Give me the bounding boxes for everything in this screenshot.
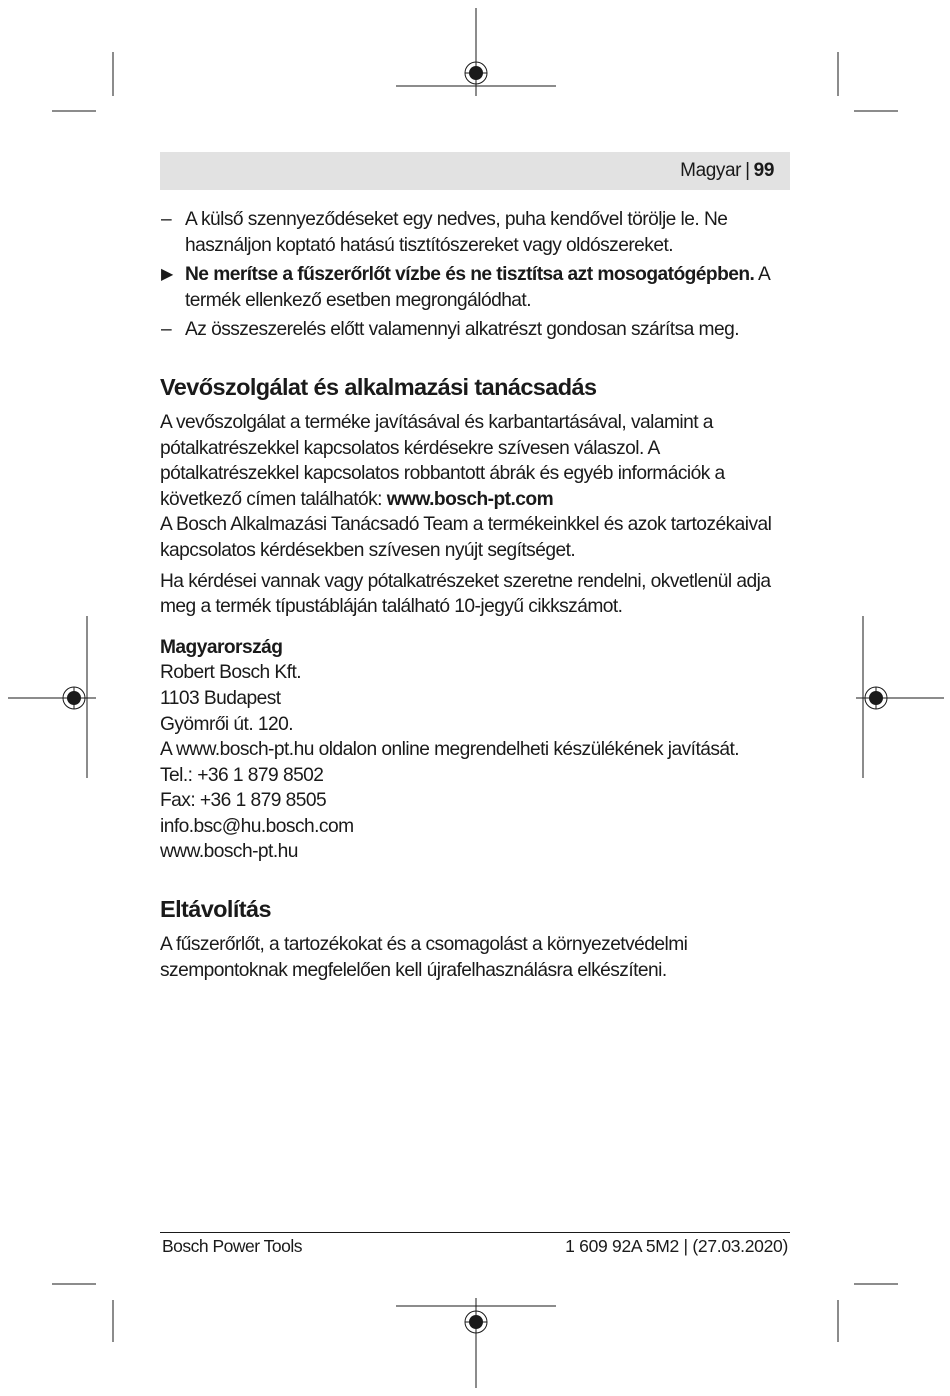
service-link[interactable]: www.bosch-pt.com: [386, 488, 554, 510]
address-online-repair: A www.bosch-pt.hu oldalon online megrendelheti készülékének javítását.: [160, 739, 740, 761]
disposal-paragraph: A fűszerőrlőt, a tartozékokat és a csomagolást a környezetvédelmi szempontoknak megfelelően kell újrafelhasználásra elkészíteni.: [160, 934, 688, 981]
footer-divider: [160, 1232, 790, 1233]
page-content: [160, 207, 792, 983]
address-website[interactable]: www.bosch-pt.hu: [160, 841, 298, 863]
list-item: [160, 317, 792, 343]
warning-bold-text: Ne merítse a fűszerőrlőt vízbe és ne tisztítsa azt mosogatógépben.: [185, 264, 755, 286]
ordering-paragraph: Ha kérdései vannak vagy pótalkatrészeket szeretne rendelni, okvetlenül adja meg a termék típustábláján található 10-jegyű cikkszámot.: [160, 570, 771, 618]
list-item-text: Az összeszerelés előtt valamennyi alkatrészt gondosan szárítsa meg.: [185, 319, 739, 341]
address-company: Robert Bosch Kft.: [160, 662, 302, 684]
header-language: Magyar: [680, 160, 742, 181]
service-heading: Vevőszolgálat és alkalmazási tanácsadás: [160, 373, 597, 400]
disposal-heading: Eltávolítás: [160, 896, 271, 923]
consulting-paragraph: A Bosch Alkalmazási Tanácsadó Team a termékeinkkel és azok tartozékaival kapcsolatos kérdésekben szívesen nyújt segítséget.: [160, 514, 772, 561]
footer-document-id: 1 609 92A 5M2 | (27.03.2020): [565, 1236, 788, 1256]
address-email[interactable]: info.bsc@hu.bosch.com: [160, 815, 354, 837]
triangle-bullet-icon: ▶: [161, 266, 173, 284]
warning-item: [160, 262, 792, 313]
list-item: [160, 207, 792, 258]
address-city: 1103 Budapest: [160, 687, 281, 709]
address-phone: Tel.: +36 1 879 8502: [160, 764, 324, 786]
footer-brand: Bosch Power Tools: [162, 1236, 303, 1256]
service-text: A vevőszolgálat a terméke javításával és karbantartásával, valamint a pótalkatrészekkel kapcsolatos kérdésekre szívesen válaszol. A pótalkatrészekkel kapcsolatos robbantott ábrák és egyéb információk a következő címen találhatók:: [160, 411, 725, 510]
dash-marker: –: [161, 319, 172, 341]
page-header: [680, 160, 774, 182]
service-paragraph: [160, 410, 792, 512]
warning-text: A termék ellenkező esetben megrongálódhat.: [185, 264, 770, 311]
address-fax: Fax: +36 1 879 8505: [160, 790, 327, 812]
list-item-text: A külső szennyeződéseket egy nedves, puha kendővel törölje le. Ne használjon koptató hatású tisztítószereket vagy oldószereket.: [185, 209, 728, 256]
page-number: 99: [753, 160, 774, 181]
dash-marker: –: [161, 209, 172, 230]
address-street: Gyömrői út. 120.: [160, 713, 294, 735]
page-header-bar: [160, 152, 790, 190]
header-separator: |: [745, 160, 750, 181]
country-heading: Magyarország: [160, 636, 283, 658]
